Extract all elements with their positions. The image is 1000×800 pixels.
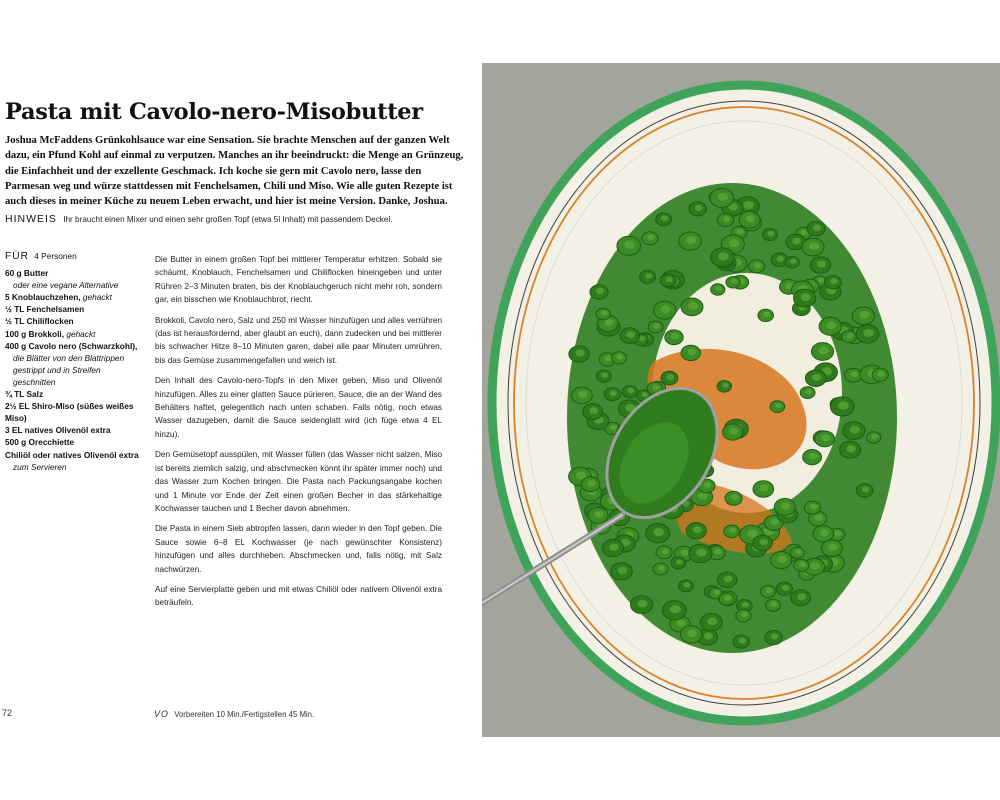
orecchiette-highlight [688, 349, 697, 356]
orecchiette-highlight [724, 595, 731, 600]
serves-label: FÜR [5, 251, 29, 262]
ingredient-item [5, 400, 145, 424]
orecchiette-highlight [576, 349, 585, 356]
orecchiette-highlight [722, 383, 729, 388]
orecchiette-highlight [743, 201, 754, 209]
orecchiette-highlight [792, 238, 801, 245]
orecchiette-highlight [610, 425, 617, 430]
serves [5, 250, 145, 263]
orecchiette-highlight [809, 242, 819, 250]
orecchiette-highlight [681, 549, 690, 556]
orecchiette-highlight [610, 390, 617, 396]
orecchiette-highlight [624, 241, 635, 249]
orecchiette-highlight [759, 539, 768, 546]
orecchiette-highlight [684, 582, 691, 587]
ingredient-item [5, 424, 145, 436]
ingredient-quantity: 500 g Orecchiette [5, 437, 75, 448]
orecchiette-highlight [718, 252, 729, 260]
orecchiette-highlight [860, 311, 870, 319]
orecchiette-highlight [801, 293, 811, 301]
orecchiette-highlight [665, 277, 672, 283]
method-step: Die Pasta in einem Sieb abtropfen lassen, dann wieder in den Topf geben. Die Sauce sowie 6–8 EL Kochwasser (je nach gewünschter Konsistenz) hinzufügen und alles durchheben. Abschmecken und, falls nötig, mit Salz nachwürzen. [155, 524, 442, 574]
orecchiette-highlight [627, 388, 634, 393]
orecchiette-highlight [645, 273, 652, 279]
ingredient-item [5, 303, 145, 315]
pasta-plate-illustration [482, 63, 1000, 737]
orecchiette-highlight [652, 385, 659, 390]
orecchiette-highlight [617, 354, 624, 359]
orecchiette-highlight [589, 407, 598, 414]
orecchiette-highlight [731, 494, 739, 500]
orecchiette-highlight [724, 576, 733, 583]
orecchiette-highlight [716, 286, 722, 291]
orecchiette-highlight [696, 549, 706, 557]
ingredient-item [5, 449, 145, 473]
orecchiette-highlight [878, 371, 885, 377]
ingredient-item [5, 328, 145, 340]
ingredient-note: oder eine vegane Alternative [13, 280, 119, 291]
orecchiette-highlight [671, 333, 679, 339]
orecchiette-highlight [754, 262, 761, 268]
ingredient-quantity: 5 Knoblauchzehen, [5, 292, 81, 303]
recipe-intro: Joshua McFaddens Grünkohlsauce war eine Sensation. Sie brachte Menschen auf der ganzen Welt dazu, ein Pfund Kohl auf einmal zu verputzen. Manches an ihr beeindruckt: die Menge an Grünzeug, die Einfachheit und der exzellente Geschmack. Ich koche sie gern mit Cavolo nero, lasse den Parmesan weg und würze stattdessen mit Fenchelsamen, Chili und Miso. Wie alle guten Rezepte ist auch dieses in meiner Küche zu neuem Leben erwacht, und hier ist meine Version. Danke, Joshua. [5, 135, 464, 208]
ingredient-quantity: ½ TL Fenchelsamen [5, 304, 85, 315]
ingredient-quantity: ½ TL Chiliflocken [5, 316, 74, 327]
orecchiette-highlight [766, 588, 773, 593]
recipe-title: Pasta mit Cavolo-nero-Misobutter [5, 99, 423, 125]
method-step: Auf eine Servierplatte geben und mit etwas Chiliöl oder nativem Olivenöl extra beträufeln. [155, 584, 442, 608]
orecchiette-highlight [661, 216, 668, 222]
ingredient-item [5, 315, 145, 327]
orecchiette-highlight [810, 504, 817, 510]
orecchiette-highlight [723, 216, 730, 222]
page-number: 72 [2, 708, 13, 718]
ingredient-prep: gehackt [66, 328, 96, 339]
orecchiette-highlight [729, 428, 738, 435]
orecchiette-highlight [809, 453, 817, 460]
ingredient-item [5, 436, 145, 448]
orecchiette-highlight [830, 278, 837, 284]
ingredient-quantity: Chiliöl oder natives Olivenöl extra [5, 449, 139, 460]
orecchiette-highlight [838, 401, 849, 409]
ingredient-item [5, 388, 145, 400]
orecchiette-highlight [687, 630, 697, 638]
ingredient-note: die Blätter von den Blattrippen gestrippt und in Streifen geschnitten [13, 352, 125, 387]
orecchiette-highlight [737, 229, 744, 234]
orecchiette-highlight [847, 333, 854, 338]
serves-value: 4 Personen [34, 251, 77, 261]
orecchiette-highlight [862, 487, 870, 493]
ingredient-prep: gehackt [82, 292, 112, 303]
note-label: HINWEIS [5, 213, 57, 225]
orecchiette-highlight [817, 261, 826, 268]
orecchiette-highlight [638, 600, 648, 608]
orecchiette-highlight [596, 288, 604, 294]
orecchiette-highlight [828, 544, 837, 551]
ingredient-item [5, 267, 145, 291]
orecchiette-highlight [795, 549, 801, 554]
orecchiette-highlight [714, 590, 720, 595]
orecchiette-highlight [647, 235, 654, 241]
orecchiette-highlight [704, 482, 712, 488]
orecchiette-highlight [818, 278, 824, 283]
orecchiette-highlight [850, 426, 860, 434]
method-steps [155, 253, 442, 617]
orecchiette-highlight [578, 391, 587, 398]
orecchiette-highlight [626, 331, 635, 338]
orecchiette-highlight [805, 389, 812, 394]
method-step: Die Butter in einem großen Topf bei mittlerer Temperatur erhitzen. Sobald sie schäumt, Knoblauch, Fenchelsamen und Chiliflocken hineingeben und unter Rühren 2–3 Minuten braten, bis der Knoblauchgeruch nicht mehr roh, sondern gar, ein bisschen wie Knoblauchbrot, riecht. [155, 255, 442, 305]
note-text: Ihr braucht einen Mixer und einen sehr großen Topf (etwa 5l Inhalt) mit passendem Deckel. [63, 215, 393, 224]
orecchiette-highlight [781, 502, 790, 509]
orecchiette-highlight [729, 239, 739, 247]
orecchiette-highlight [846, 445, 855, 452]
orecchiette-highlight [618, 567, 628, 575]
orecchiette-highlight [661, 305, 671, 313]
ingredient-quantity: 400 g Cavolo nero (Schwarzkohl), [5, 340, 138, 351]
orecchiette-highlight [714, 549, 722, 555]
method-step: Den Inhalt des Cavolo-nero-Topfs in den Mixer geben, Miso und Olivenöl hinzufügen. Alles zu einer glatten Sauce pürieren, Sauce, die an der Wand des Behälters haftet, gelegentlich nach unten schaben. Falls nötig, noch etwas Wasser dazugeben, damit die Sauce seidenglatt wird (ich füge etwa 4 EL hinzu). [155, 376, 442, 439]
orecchiette-highlight [771, 634, 779, 640]
vo-label: VO [154, 709, 170, 719]
prep-time [154, 709, 314, 719]
orecchiette-highlight [595, 511, 604, 518]
orecchiette-highlight [676, 559, 683, 564]
orecchiette-highlight [797, 593, 806, 600]
orecchiette-highlight [815, 514, 823, 520]
orecchiette-highlight [609, 543, 619, 550]
orecchiette-highlight [771, 602, 778, 607]
orecchiette-highlight [790, 259, 796, 264]
orecchiette-highlight [812, 374, 821, 381]
orecchiette-highlight [667, 374, 675, 380]
orecchiette-highlight [760, 484, 769, 491]
ingredient-note: zum Servieren [13, 461, 67, 472]
orecchiette-highlight [601, 311, 607, 316]
orecchiette-highlight [820, 529, 829, 536]
orecchiette-highlight [641, 392, 647, 397]
orecchiette-highlight [863, 329, 873, 337]
orecchiette-highlight [747, 530, 758, 538]
orecchiette-highlight [799, 562, 806, 567]
orecchiette-highlight [826, 321, 836, 329]
orecchiette-highlight [653, 528, 664, 536]
orecchiette-highlight [777, 555, 787, 562]
ingredient-quantity: 60 g Butter [5, 268, 49, 279]
time-text: Vorbereiten 10 Min./Fertigstellen 45 Min. [174, 710, 315, 719]
orecchiette-highlight [872, 434, 878, 439]
ingredient-quantity: 3 EL natives Olivenöl extra [5, 425, 111, 436]
orecchiette-highlight [775, 403, 782, 408]
ingredient-item [5, 291, 145, 303]
method-step: Brokkoli, Cavolo nero, Salz und 250 ml Wasser hinzufügen und alles verrühren (das ist herausfordernd, aber glaubt an euch), dann zudecken und bei mittlerer bis schwacher Hitze 8–10 Minuten garen, dabei alle paar Minuten umrühren, bis das Gemüse zusammengefallen und weich ist. [155, 315, 442, 365]
orecchiette-highlight [819, 347, 829, 355]
orecchiette-highlight [834, 531, 841, 537]
orecchiette-highlight [771, 519, 779, 526]
orecchiette-highlight [670, 605, 681, 613]
ingredient-list [5, 250, 145, 473]
orecchiette-highlight [777, 256, 785, 262]
ingredient-item [5, 340, 145, 388]
orecchiette-highlight [704, 632, 713, 639]
orecchiette-highlight [741, 612, 748, 617]
orecchiette-highlight [813, 224, 821, 230]
orecchiette-highlight [742, 602, 749, 607]
orecchiette-highlight [810, 562, 819, 569]
orecchiette-highlight [693, 526, 702, 533]
orecchiette-highlight [731, 279, 737, 284]
ingredient-quantity: 100 g Brokkoli, [5, 328, 65, 339]
orecchiette-highlight [718, 193, 729, 201]
orecchiette-highlight [658, 565, 665, 570]
dish-photo [482, 63, 1000, 737]
orecchiette-highlight [821, 434, 830, 441]
orecchiette-highlight [707, 617, 717, 625]
orecchiette-highlight [588, 480, 596, 486]
orecchiette-highlight [601, 373, 608, 378]
orecchiette-highlight [850, 371, 858, 377]
orecchiette-highlight [686, 236, 696, 244]
orecchiette-highlight [782, 585, 789, 591]
orecchiette-highlight [739, 638, 746, 644]
orecchiette-highlight [661, 549, 668, 555]
orecchiette-highlight [763, 312, 770, 317]
ingredient-quantity: 2½ EL Shiro-Miso (süßes weißes Miso) [5, 401, 134, 424]
recipe-note [5, 213, 475, 225]
ingredient-quantity: ¾ TL Salz [5, 389, 44, 400]
orecchiette-highlight [729, 528, 736, 533]
method-step: Den Gemüsetopf ausspülen, mit Wasser füllen (das Wasser nicht salzen, Miso ist bereits ziemlich salzig, und abschmecken könnt ihr später immer noch) und das Wasser zum Kochen bringen. Die Pasta nach Packungsangabe kochen und 1 Minute vor Ende der Zeit einen großen Becher in das stärkehaltige Kochwasser tauchen und 1 Becher davon abnehmen. [155, 450, 442, 513]
orecchiette-highlight [677, 620, 686, 627]
orecchiette-highlight [768, 231, 775, 236]
orecchiette-highlight [746, 215, 755, 222]
orecchiette-highlight [695, 205, 703, 211]
orecchiette-highlight [688, 302, 698, 310]
orecchiette-highlight [653, 323, 660, 328]
